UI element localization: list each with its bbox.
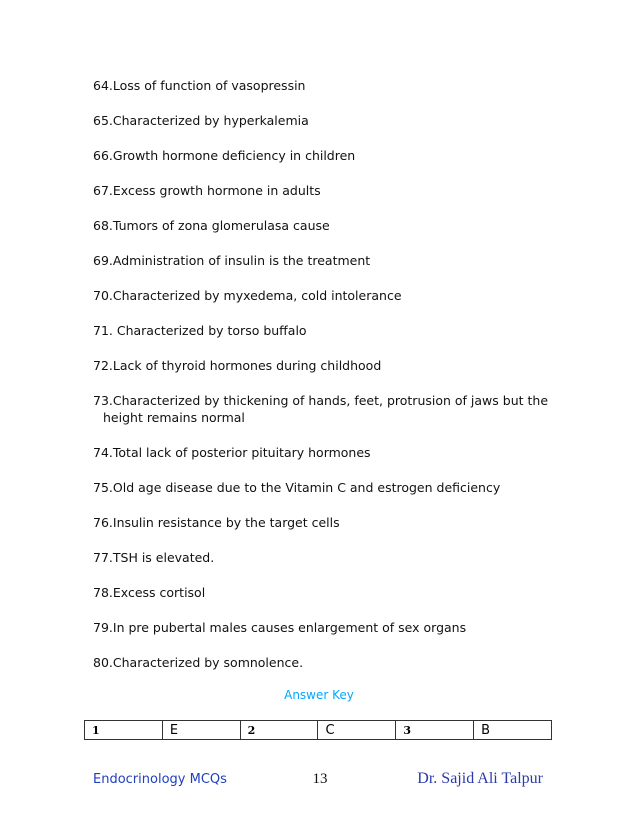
answer-cell: E	[162, 721, 240, 740]
question-list	[93, 77, 563, 689]
answer-cell: B	[474, 721, 552, 740]
question-item: 76.Insulin resistance by the target cells	[93, 515, 340, 530]
answer-cell: C	[318, 721, 396, 740]
question-item: 69.Administration of insulin is the treatment	[93, 253, 371, 268]
question-item: 73.Characterized by thickening of hands, feet, protrusion of jaws but the height remains normal	[93, 393, 549, 425]
page-number: 13	[312, 771, 328, 787]
question-item: 75.Old age disease due to the Vitamin C and estrogen deficiency	[93, 480, 501, 495]
answer-key-table	[84, 720, 552, 740]
footer-book-title: Endocrinology MCQs	[93, 772, 227, 787]
question-item: 79.In pre pubertal males causes enlargement of sex organs	[93, 620, 467, 635]
question-number-cell: 1	[85, 721, 163, 740]
question-item: 80.Characterized by somnolence.	[93, 655, 304, 670]
question-item: 68.Tumors of zona glomerulasa cause	[93, 218, 330, 233]
question-item: 72.Lack of thyroid hormones during childhood	[93, 358, 382, 373]
question-item: 67.Excess growth hormone in adults	[93, 183, 321, 198]
question-item: 70.Characterized by myxedema, cold intolerance	[93, 288, 402, 303]
question-item: 77.TSH is elevated.	[93, 550, 215, 565]
question-item: 78.Excess cortisol	[93, 585, 206, 600]
question-number-cell: 3	[396, 721, 474, 740]
question-item: 65.Characterized by hyperkalemia	[93, 113, 309, 128]
question-number-cell: 2	[240, 721, 318, 740]
answer-key-title: Answer Key	[284, 688, 354, 702]
question-item: 71. Characterized by torso buffalo	[93, 323, 307, 338]
question-item: 66.Growth hormone deficiency in children	[93, 148, 356, 163]
question-item: 64.Loss of function of vasopressin	[93, 78, 306, 93]
table-row	[85, 721, 552, 740]
footer-author: Dr. Sajid Ali Talpur	[417, 770, 543, 787]
question-item: 74.Total lack of posterior pituitary hormones	[93, 445, 371, 460]
